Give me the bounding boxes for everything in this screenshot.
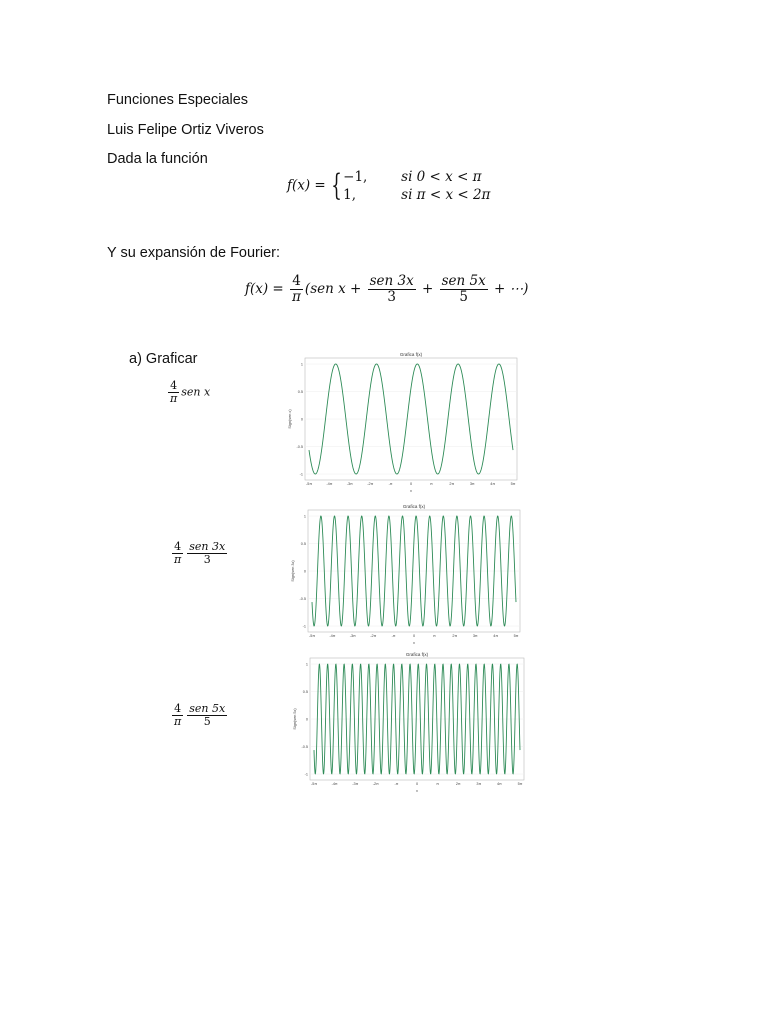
y-tick-label: 0	[303, 569, 306, 574]
x-tick-label: -3π	[346, 482, 353, 486]
x-tick-label: 4π	[497, 782, 502, 786]
y-tick-label: 0.5	[300, 541, 306, 546]
term-3-formula: $\frac{4}{\pi}$ $\frac{\text{sen 5x}}{5}$	[174, 702, 226, 728]
case1-condition: si 0 < x < π	[401, 169, 482, 185]
x-tick-label: -3π	[349, 634, 356, 638]
x-tick-label: -4π	[331, 782, 338, 786]
x-tick-label: 2π	[449, 482, 455, 486]
fourier-equation	[245, 274, 528, 305]
plus-sign: +	[417, 281, 438, 297]
section-a-label: a) Graficar	[129, 351, 198, 367]
x-tick-label: 0	[412, 634, 416, 638]
x-tick-label: π	[436, 782, 439, 786]
x-tick-label: 3π	[469, 482, 475, 486]
x-tick-label: 2π	[452, 634, 458, 638]
x-axis-label: x	[413, 641, 415, 645]
plot-title: Grafica f(x)	[405, 652, 429, 657]
function-intro: Dada la función	[107, 151, 208, 167]
fourier-coefficient: $\frac{4}{\pi}$	[292, 273, 301, 305]
x-tick-label: 5π	[510, 482, 516, 486]
case1-value: −1,	[343, 169, 368, 185]
piecewise-cases	[343, 168, 490, 204]
y-tick-label: -1	[302, 624, 306, 629]
x-tick-label: -π	[388, 482, 393, 486]
y-tick-label: 0.5	[302, 689, 308, 694]
x-tick-label: -2π	[372, 782, 379, 786]
plot-sen-3x-svg	[288, 502, 524, 646]
x-tick-label: -5π	[311, 782, 317, 786]
fourier-term-2: $\frac{\text{sen 3x}}{3}$	[369, 273, 414, 305]
y-tick-label: 1	[300, 362, 303, 367]
x-tick-label: π	[430, 482, 433, 486]
x-tick-label: -5π	[306, 482, 312, 486]
x-tick-label: π	[433, 634, 436, 638]
x-tick-label: 5π	[513, 634, 519, 638]
y-axis-label: Sign(sen 5x)	[293, 708, 297, 730]
y-tick-label: 0	[305, 717, 308, 722]
x-tick-label: 2π	[455, 782, 461, 786]
plot-sen-5x	[290, 650, 528, 794]
x-tick-label: 3π	[472, 634, 478, 638]
fourier-term-3: $\frac{\text{sen 5x}}{5}$	[441, 273, 486, 305]
term-2-formula: $\frac{4}{\pi}$ $\frac{\text{sen 3x}}{3}$	[174, 540, 226, 566]
x-tick-label: 0	[415, 782, 419, 786]
y-tick-label: 0	[300, 417, 303, 422]
y-tick-label: 0.5	[297, 389, 303, 394]
plot-sen-x-svg	[285, 350, 521, 494]
document-title: Funciones Especiales	[107, 92, 249, 108]
y-axis-label: Sign(sen 3x)	[291, 560, 295, 582]
author-name: Luis Felipe Ortiz Viveros	[107, 122, 264, 138]
y-axis-label: Sign(sen x)	[288, 409, 292, 429]
x-axis-label: x	[416, 789, 418, 793]
x-tick-label: -π	[394, 782, 399, 786]
term-1-formula: $\frac{4}{\pi}$ sen x	[170, 379, 211, 405]
x-tick-label: -4π	[326, 482, 333, 486]
piecewise-lhs: f(x) =	[287, 177, 331, 194]
x-tick-label: 5π	[517, 782, 523, 786]
x-tick-label: -3π	[352, 782, 359, 786]
brace-symbol: {	[331, 168, 342, 203]
x-tick-label: -2π	[370, 634, 377, 638]
y-tick-label: 1	[303, 514, 306, 519]
fourier-tail: + ⋯)	[489, 281, 529, 297]
y-tick-label: -0.5	[299, 596, 306, 601]
plot-title: Grafica f(x)	[399, 352, 423, 357]
case2-condition: si π < x < 2π	[401, 187, 491, 203]
fourier-intro: Y su expansión de Fourier:	[107, 245, 281, 261]
case2-value: 1,	[343, 187, 357, 203]
x-tick-label: 0	[409, 482, 413, 486]
plot-sen-3x	[288, 502, 524, 646]
y-tick-label: -0.5	[301, 744, 308, 749]
plot-sen-5x-svg	[290, 650, 528, 794]
x-tick-label: -2π	[367, 482, 374, 486]
y-tick-label: 1	[305, 662, 308, 667]
y-tick-label: -1	[299, 472, 303, 477]
x-tick-label: 3π	[476, 782, 482, 786]
x-tick-label: -5π	[309, 634, 315, 638]
piecewise-equation	[287, 168, 490, 204]
x-axis-label: x	[410, 489, 412, 493]
x-tick-label: -4π	[329, 634, 336, 638]
plot-title: Grafica f(x)	[402, 504, 426, 509]
x-tick-label: 4π	[493, 634, 498, 638]
y-tick-label: -1	[304, 772, 308, 777]
x-tick-label: 4π	[490, 482, 495, 486]
plot-sen-x	[285, 350, 521, 494]
fourier-lhs: f(x) =	[245, 281, 289, 297]
x-tick-label: -π	[391, 634, 396, 638]
y-tick-label: -0.5	[296, 444, 303, 449]
fourier-open: (sen x +	[304, 281, 366, 297]
